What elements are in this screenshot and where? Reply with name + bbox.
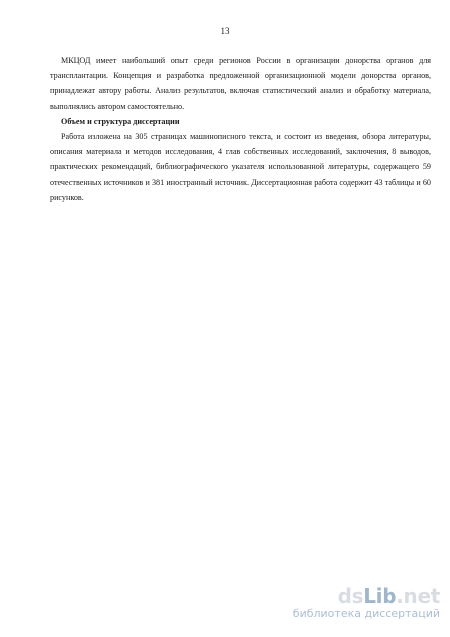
paragraph-structure: Работа изложена на 305 страницах машинописного текста, и состоит из введения, обзора литературы, описания материала и методов исследования, 4 глав собственных исследований, заключения, 8 выводов, практических рекомендаций, библиографического указателя использованной литературы, содержащего 59 отечественных источников и 381 иностранный источник. Диссертационная работа содержит 43 таблицы и 60 рисунков. <box>50 132 431 202</box>
page-number: 13 <box>220 26 230 36</box>
logo-net-text: .net <box>396 584 440 608</box>
logo-ds-text: ds <box>337 584 364 608</box>
document-body <box>50 53 431 205</box>
logo-lib-text: Lib <box>363 584 397 608</box>
dslib-watermark <box>290 585 440 620</box>
section-heading: Объем и структура диссертации <box>61 116 180 126</box>
paragraph-authorship: МКЦОД имеет наибольший опыт среди регионов России в организации донорства органов для трансплантации. Концепция и разработка предложенной организационной модели донорства органов, принадлежат автору работы. Анализ результатов, включая статистический анализ и обработку материала, выполнялись автором самостоятельно. <box>50 56 431 111</box>
watermark-tagline: библиотека диссертаций <box>292 607 440 620</box>
dslib-logo <box>290 585 440 607</box>
